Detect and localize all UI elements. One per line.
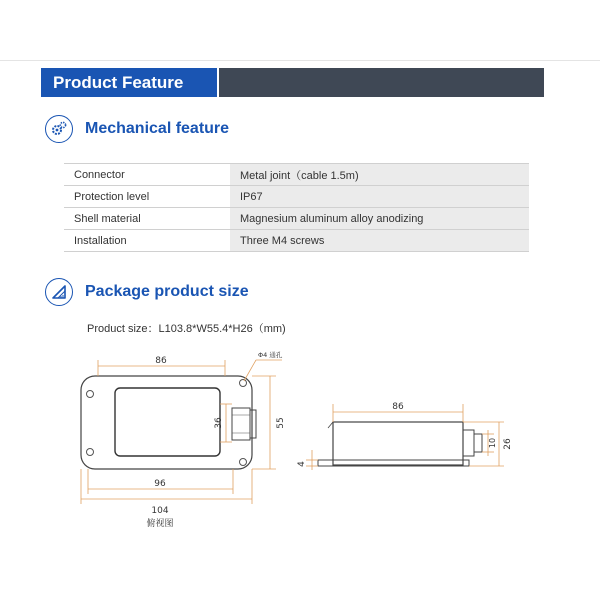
top-view-caption: 俯视图 [146,519,174,529]
mount-hole [240,459,247,466]
bottom-width-label: 104 [151,506,169,516]
label-panel [115,388,220,456]
side-base-label: 4 [297,461,307,467]
product-size-text: Product size：L103.8*W55.4*H26（mm) [87,323,286,335]
height-label: 55 [276,417,286,429]
spec-key: Shell material [64,208,230,230]
side-connector-label: 10 [488,437,497,449]
connector-nut [250,410,256,438]
side-height-label: 26 [503,438,513,450]
inner-height-label: 36 [214,417,224,429]
connector-housing [232,408,250,440]
spec-key: Installation [64,230,230,252]
hole-note: Φ4 通孔 [258,351,283,359]
spec-key: Connector [64,164,230,186]
mechanical-feature-title: Mechanical feature [85,120,230,137]
side-view [318,422,482,466]
spec-value: Magnesium aluminum alloy anodizing [230,208,529,230]
side-width-label: 86 [392,402,404,412]
mount-hole [87,449,94,456]
side-connector [463,430,474,456]
banner-title: Product Feature [41,68,217,97]
spec-value: IP67 [230,186,529,208]
spec-value: Three M4 screws [230,230,529,252]
side-body [333,422,463,465]
spec-key: Protection level [64,186,230,208]
mount-hole [87,391,94,398]
mount-hole [240,380,247,387]
spec-value: Metal joint（cable 1.5m) [230,164,529,186]
bottom-inner-width-label: 96 [154,479,166,489]
top-width-label: 86 [155,356,167,366]
package-size-title: Package product size [85,283,249,300]
side-connector-tip [474,434,482,452]
top-view [81,376,256,469]
